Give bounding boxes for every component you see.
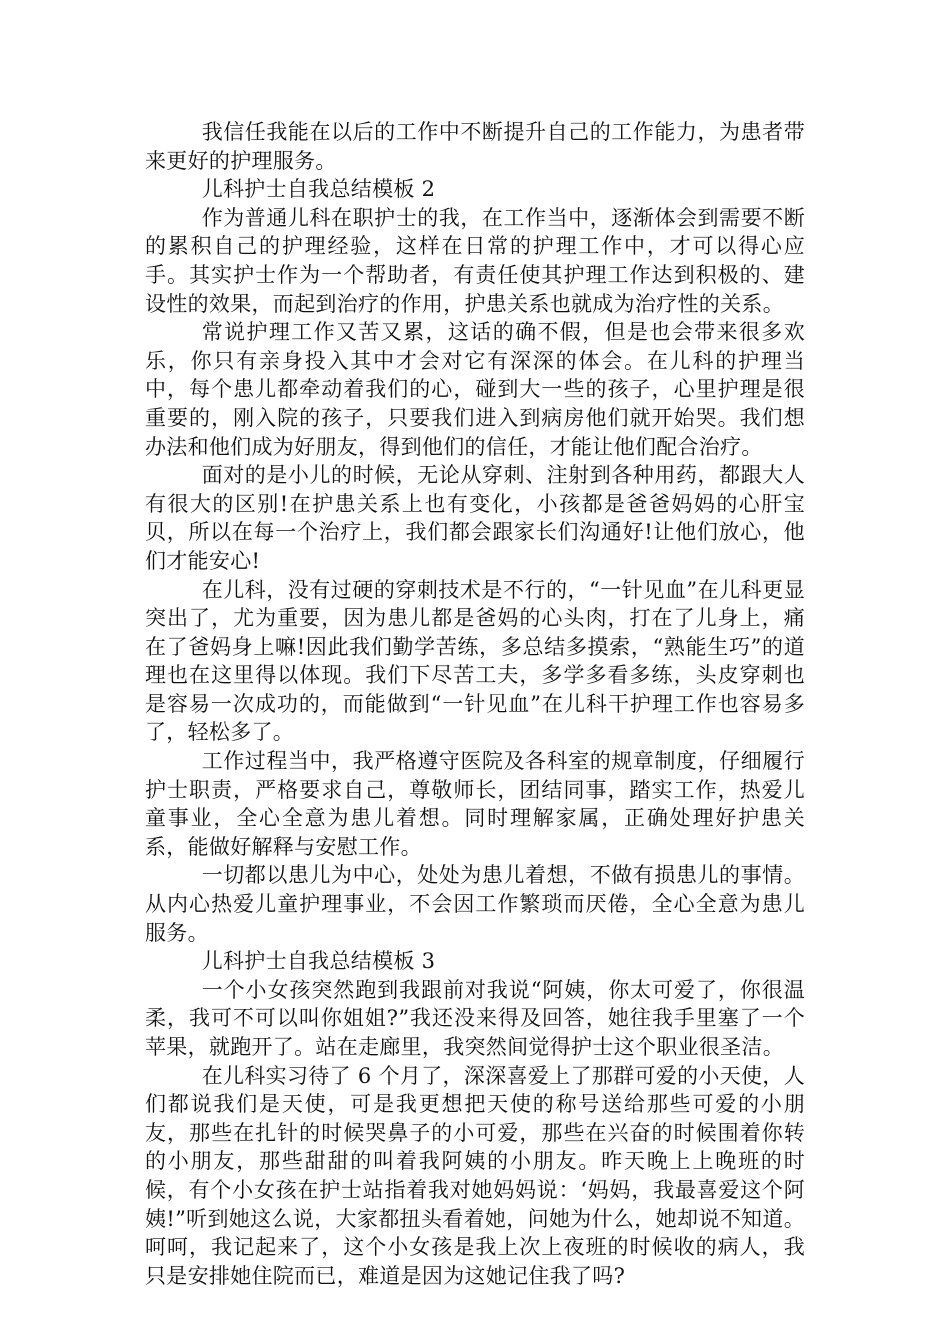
paragraph-1: 我信任我能在以后的工作中不断提升自己的工作能力，为患者带来更好的护理服务。	[145, 120, 805, 173]
paragraph-7: 一切都以患儿为中心，处处为患儿着想，不做有损患儿的事情。从内心热爱儿童护理事业，不会因工作繁琐而厌倦，全心全意为患儿服务。	[145, 863, 805, 945]
paragraph-6: 工作过程当中，我严格遵守医院及各科室的规章制度，仔细履行护士职责，严格要求自己，尊敬师长，团结同事，踏实工作，热爱儿童事业，全心全意为患儿着想。同时理解家属，正确处理好护患关系，能做好解释与安慰工作。	[145, 749, 805, 859]
section-heading-3: 儿科护士自我总结模板 3	[201, 949, 436, 974]
paragraph-4: 面对的是小儿的时候，无论从穿刺、注射到各种用药，都跟大人有很大的区别!在护患关系上也有变化，小孩都是爸爸妈妈的心肝宝贝，所以在每一个治疗上，我们都会跟家长们沟通好!让他们放心，他们才能安心!	[145, 463, 805, 573]
paragraph-8: 一个小女孩突然跑到我跟前对我说“阿姨，你太可爱了，你很温柔，我可不可以叫你姐姐?”我还没来得及回答，她往我手里塞了一个苹果，就跑开了。站在走廊里，我突然间觉得护士这个职业很圣洁。	[145, 977, 805, 1059]
paragraph-2: 作为普通儿科在职护士的我，在工作当中，逐渐体会到需要不断的累积自己的护理经验，这样在日常的护理工作中，才可以得心应手。其实护士作为一个帮助者，有责任使其护理工作达到积极的、建设性的效果，而起到治疗的作用，护患关系也就成为治疗性的关系。	[145, 205, 805, 316]
paragraph-3: 常说护理工作又苦又累，这话的确不假，但是也会带来很多欢乐，你只有亲身投入其中才会对它有深深的体会。在儿科的护理当中，每个患儿都牵动着我们的心，碰到大一些的孩子，心里护理是很重要的，刚入院的孩子，只要我们进入到病房他们就开始哭。我们想办法和他们成为好朋友，得到他们的信任，才能让他们配合治疗。	[145, 320, 805, 459]
paragraph-9: 在儿科实习待了 6 个月了，深深喜爱上了那群可爱的小天使，人们都说我们是天使，可是我更想把天使的称号送给那些可爱的小朋友，那些在扎针的时候哭鼻子的小可爱，那些在兴奋的时候围着你转的小朋友，那些甜甜的叫着我阿姨的小朋友。昨天晚上上晚班的时候，有个小女孩在护士站指着我对她妈妈说：‘妈妈，我最喜爱这个阿姨!”听到她这么说，大家都扭头看着她，问她为什么，她却说不知道。呵呵，我记起来了，这个小女孩是我上次上夜班的时候收的病人，我只是安排她住院而已，难道是因为这她记住我了吗?	[145, 1063, 805, 1288]
paragraph-5: 在儿科，没有过硬的穿刺技术是不行的，“一针见血”在儿科更显突出了，尤为重要，因为患儿都是爸妈的心头肉，打在了儿身上，痛在了爸妈身上嘛!因此我们勤学苦练，多总结多摸索，“熟能生巧”的道理也在这里得以体现。我们下尽苦工夫，多学多看多练，头皮穿刺也是容易一次成功的，而能做到“一针见血”在儿科干护理工作也容易多了，轻松多了。	[145, 577, 805, 745]
document-body	[145, 118, 805, 1290]
section-heading-2: 儿科护士自我总结模板 2	[201, 177, 436, 202]
